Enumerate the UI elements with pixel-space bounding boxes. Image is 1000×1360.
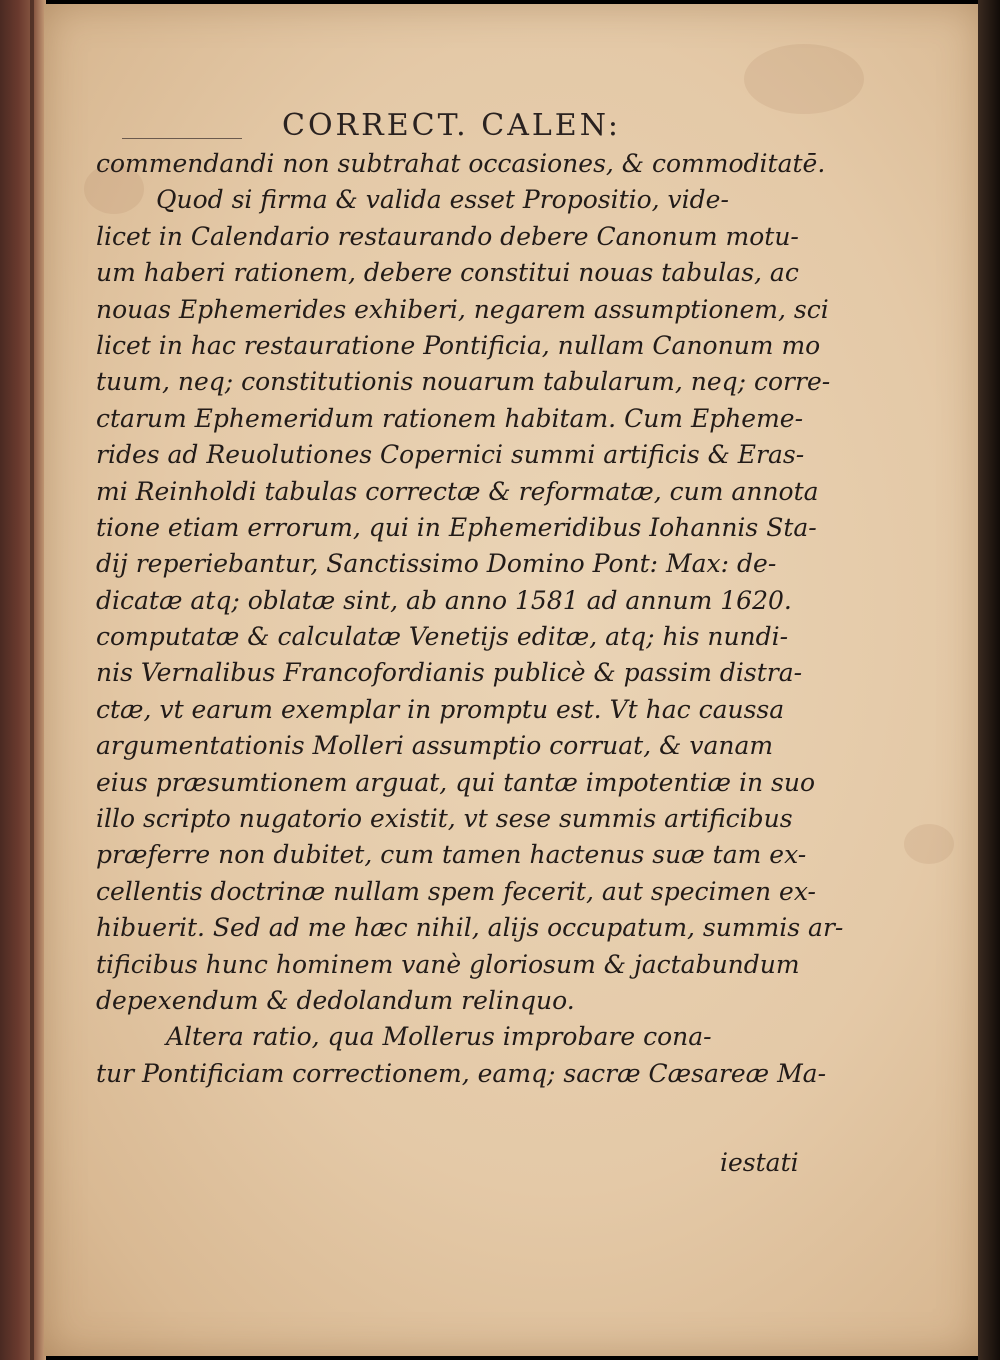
catchword: iestati (720, 1148, 799, 1177)
running-head: CORRECT. CALEN: (282, 108, 621, 143)
text-line: hibuerit. Sed ad me hæc nihil, alijs occupatum, summis ar- (96, 913, 844, 943)
text-line: illo scripto nugatorio existit, vt sese summis artificibus (96, 804, 793, 834)
text-line: nis Vernalibus Francofordianis publicè & passim distra- (96, 658, 803, 688)
book-spine (0, 0, 46, 1360)
text-line: licet in Calendario restaurando debere Canonum motu- (96, 221, 799, 251)
text-line: rides ad Reuolutiones Copernici summi artificis & Eras- (96, 440, 805, 470)
text-line: argumentationis Molleri assumptio corruat, & vanam (96, 731, 774, 761)
text-line: eius præsumtionem arguat, qui tantæ impotentiæ in suo (96, 767, 816, 797)
text-line: præferre non dubitet, cum tamen hactenus suæ tam ex- (96, 840, 807, 870)
header-rule (122, 138, 242, 139)
paper-stain (744, 44, 864, 114)
text-line: depexendum & dedolandum relinquo. (96, 985, 575, 1015)
paper-stain (904, 824, 954, 864)
text-line: mi Reinholdi tabulas correctæ & reformatæ, cum annota (96, 476, 819, 506)
text-line: Altera ratio, qua Mollerus improbare cona- (166, 1022, 712, 1052)
text-line: tificibus hunc hominem vanè gloriosum & jactabundum (96, 949, 800, 979)
text-line: cellentis doctrinæ nullam spem fecerit, aut specimen ex- (96, 876, 816, 906)
text-line: commendandi non subtrahat occasiones, & commoditatē. (96, 149, 826, 178)
text-line: nouas Ephemerides exhiberi, negarem assumptionem, sci (96, 294, 829, 324)
body-text (96, 146, 844, 1092)
text-line: licet in hac restauratione Pontificia, nullam Canonum mo (96, 330, 821, 360)
text-line: Quod si firma & valida esset Propositio, vide- (156, 185, 729, 215)
text-line: ctarum Ephemeridum rationem habitam. Cum Epheme- (96, 403, 804, 433)
text-line: dij reperiebantur, Sanctissimo Domino Pont: Max: de- (96, 549, 777, 579)
text-line: dicatæ atq; oblatæ sint, ab anno 1581 ad annum 1620. (96, 585, 792, 615)
page-edge-shadow (978, 0, 1000, 1360)
text-line: tuum, neq; constitutionis nouarum tabularum, neq; corre- (96, 367, 831, 397)
text-line: um haberi rationem, debere constitui nouas tabulas, ac (96, 258, 799, 288)
spine-gutter-line (30, 0, 34, 1360)
text-line: computatæ & calculatæ Venetijs editæ, atq; his nundi- (96, 622, 789, 652)
text-line: tur Pontificiam correctionem, eamq; sacræ Cæsareæ Ma- (96, 1058, 827, 1088)
text-line: tione etiam errorum, qui in Ephemeridibus Iohannis Sta- (96, 512, 817, 542)
text-line: ctæ, vt earum exemplar in promptu est. Vt hac caussa (96, 694, 785, 724)
